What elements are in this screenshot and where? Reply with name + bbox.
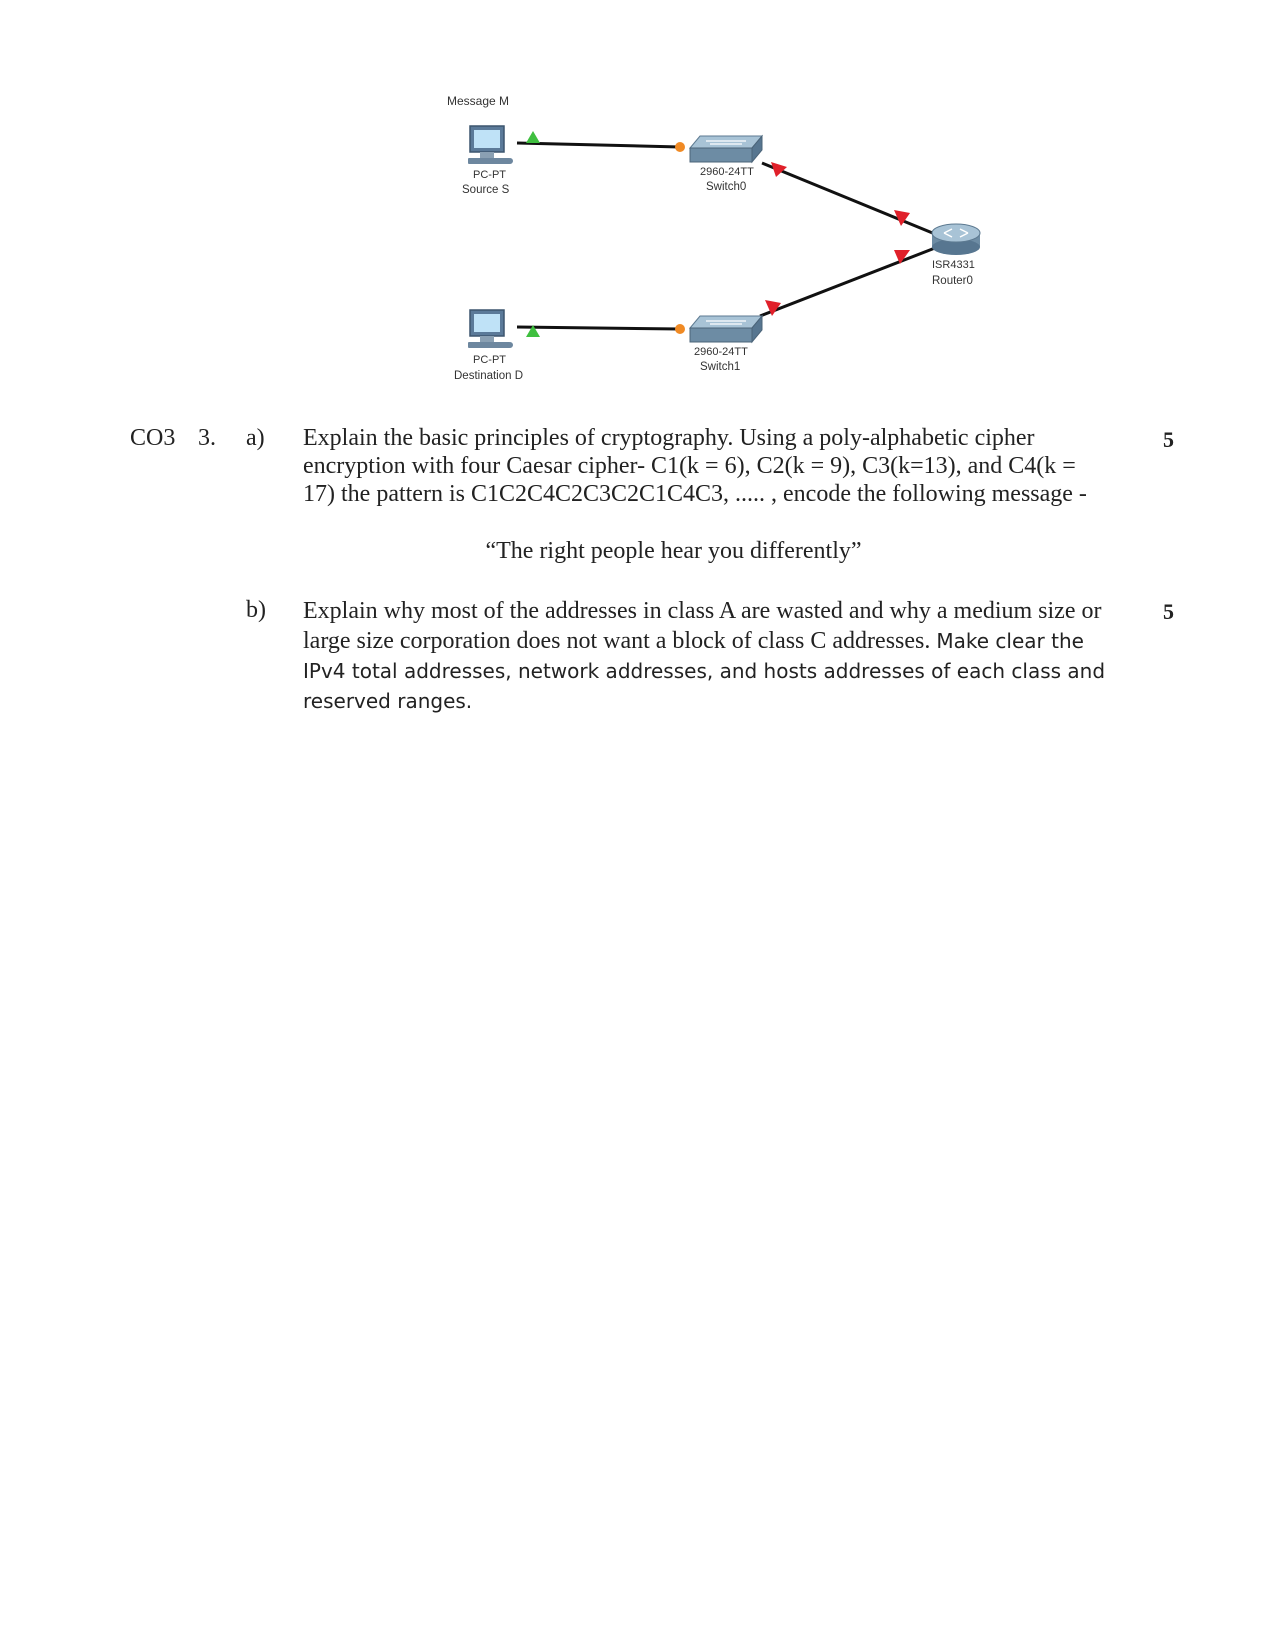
link-amber-indicator-switch1	[675, 324, 685, 334]
part-b-text	[303, 596, 1123, 716]
source-name-label: Source S	[462, 184, 510, 196]
switch-icon-switch1	[690, 316, 762, 342]
destination-model-label: PC-PT	[473, 354, 506, 366]
part-a-line: encryption with four Caesar cipher- C1(k = 6), C2(k = 9), C3(k=13), and C4(k =	[303, 453, 1076, 479]
switch0-name-label: Switch0	[706, 181, 747, 193]
part-a-marks: 5	[1163, 427, 1174, 452]
switch1-model-label: 2960-24TT	[694, 346, 748, 358]
part-a-quote	[0, 538, 1275, 565]
link-source-switch0	[517, 143, 680, 147]
pc-icon-source	[468, 126, 513, 164]
destination-name-label: Destination D	[454, 370, 524, 382]
link-down-indicator-switch0	[771, 162, 787, 177]
switch-icon-switch0	[690, 136, 762, 162]
link-amber-indicator-switch0	[675, 142, 685, 152]
part-a-line: Explain the basic principles of cryptography. Using a poly-alphabetic cipher	[303, 425, 1035, 451]
question-number: 3.	[198, 425, 216, 451]
part-a-line: 17) the pattern is C1C2C4C2C3C2C1C4C3, ..... , encode the following message -	[303, 481, 1087, 507]
source-model-label: PC-PT	[473, 169, 506, 181]
course-outcome-label: CO3	[130, 425, 176, 451]
part-b-label: b)	[246, 597, 266, 623]
router-model-label: ISR4331	[932, 259, 975, 271]
link-switch0-router	[762, 163, 935, 234]
part-a-label: a)	[246, 425, 265, 451]
part-a-text	[303, 424, 1123, 508]
quote-text: “The right people hear you differently”	[485, 538, 862, 564]
part-b-marks: 5	[1163, 599, 1174, 624]
link-router-switch1	[760, 248, 935, 316]
switch1-name-label: Switch1	[700, 361, 741, 373]
router-icon	[932, 224, 980, 255]
link-up-indicator-source	[526, 131, 540, 143]
link-dest-switch1	[517, 327, 680, 329]
switch0-model-label: 2960-24TT	[700, 166, 754, 178]
part-b-serif-text: Explain why most of the addresses in class A are wasted and why a medium size or large size corporation does not want a block of class C addresses.	[303, 598, 1102, 654]
pc-icon-destination	[468, 310, 513, 348]
router-name-label: Router0	[932, 275, 973, 287]
message-label: Message M	[447, 94, 510, 108]
network-diagram	[0, 0, 1275, 400]
part-b-sans-text: Make clear the IPv4 total addresses, network addresses, and hosts addresses of each class and reserved ranges.	[303, 629, 1106, 713]
